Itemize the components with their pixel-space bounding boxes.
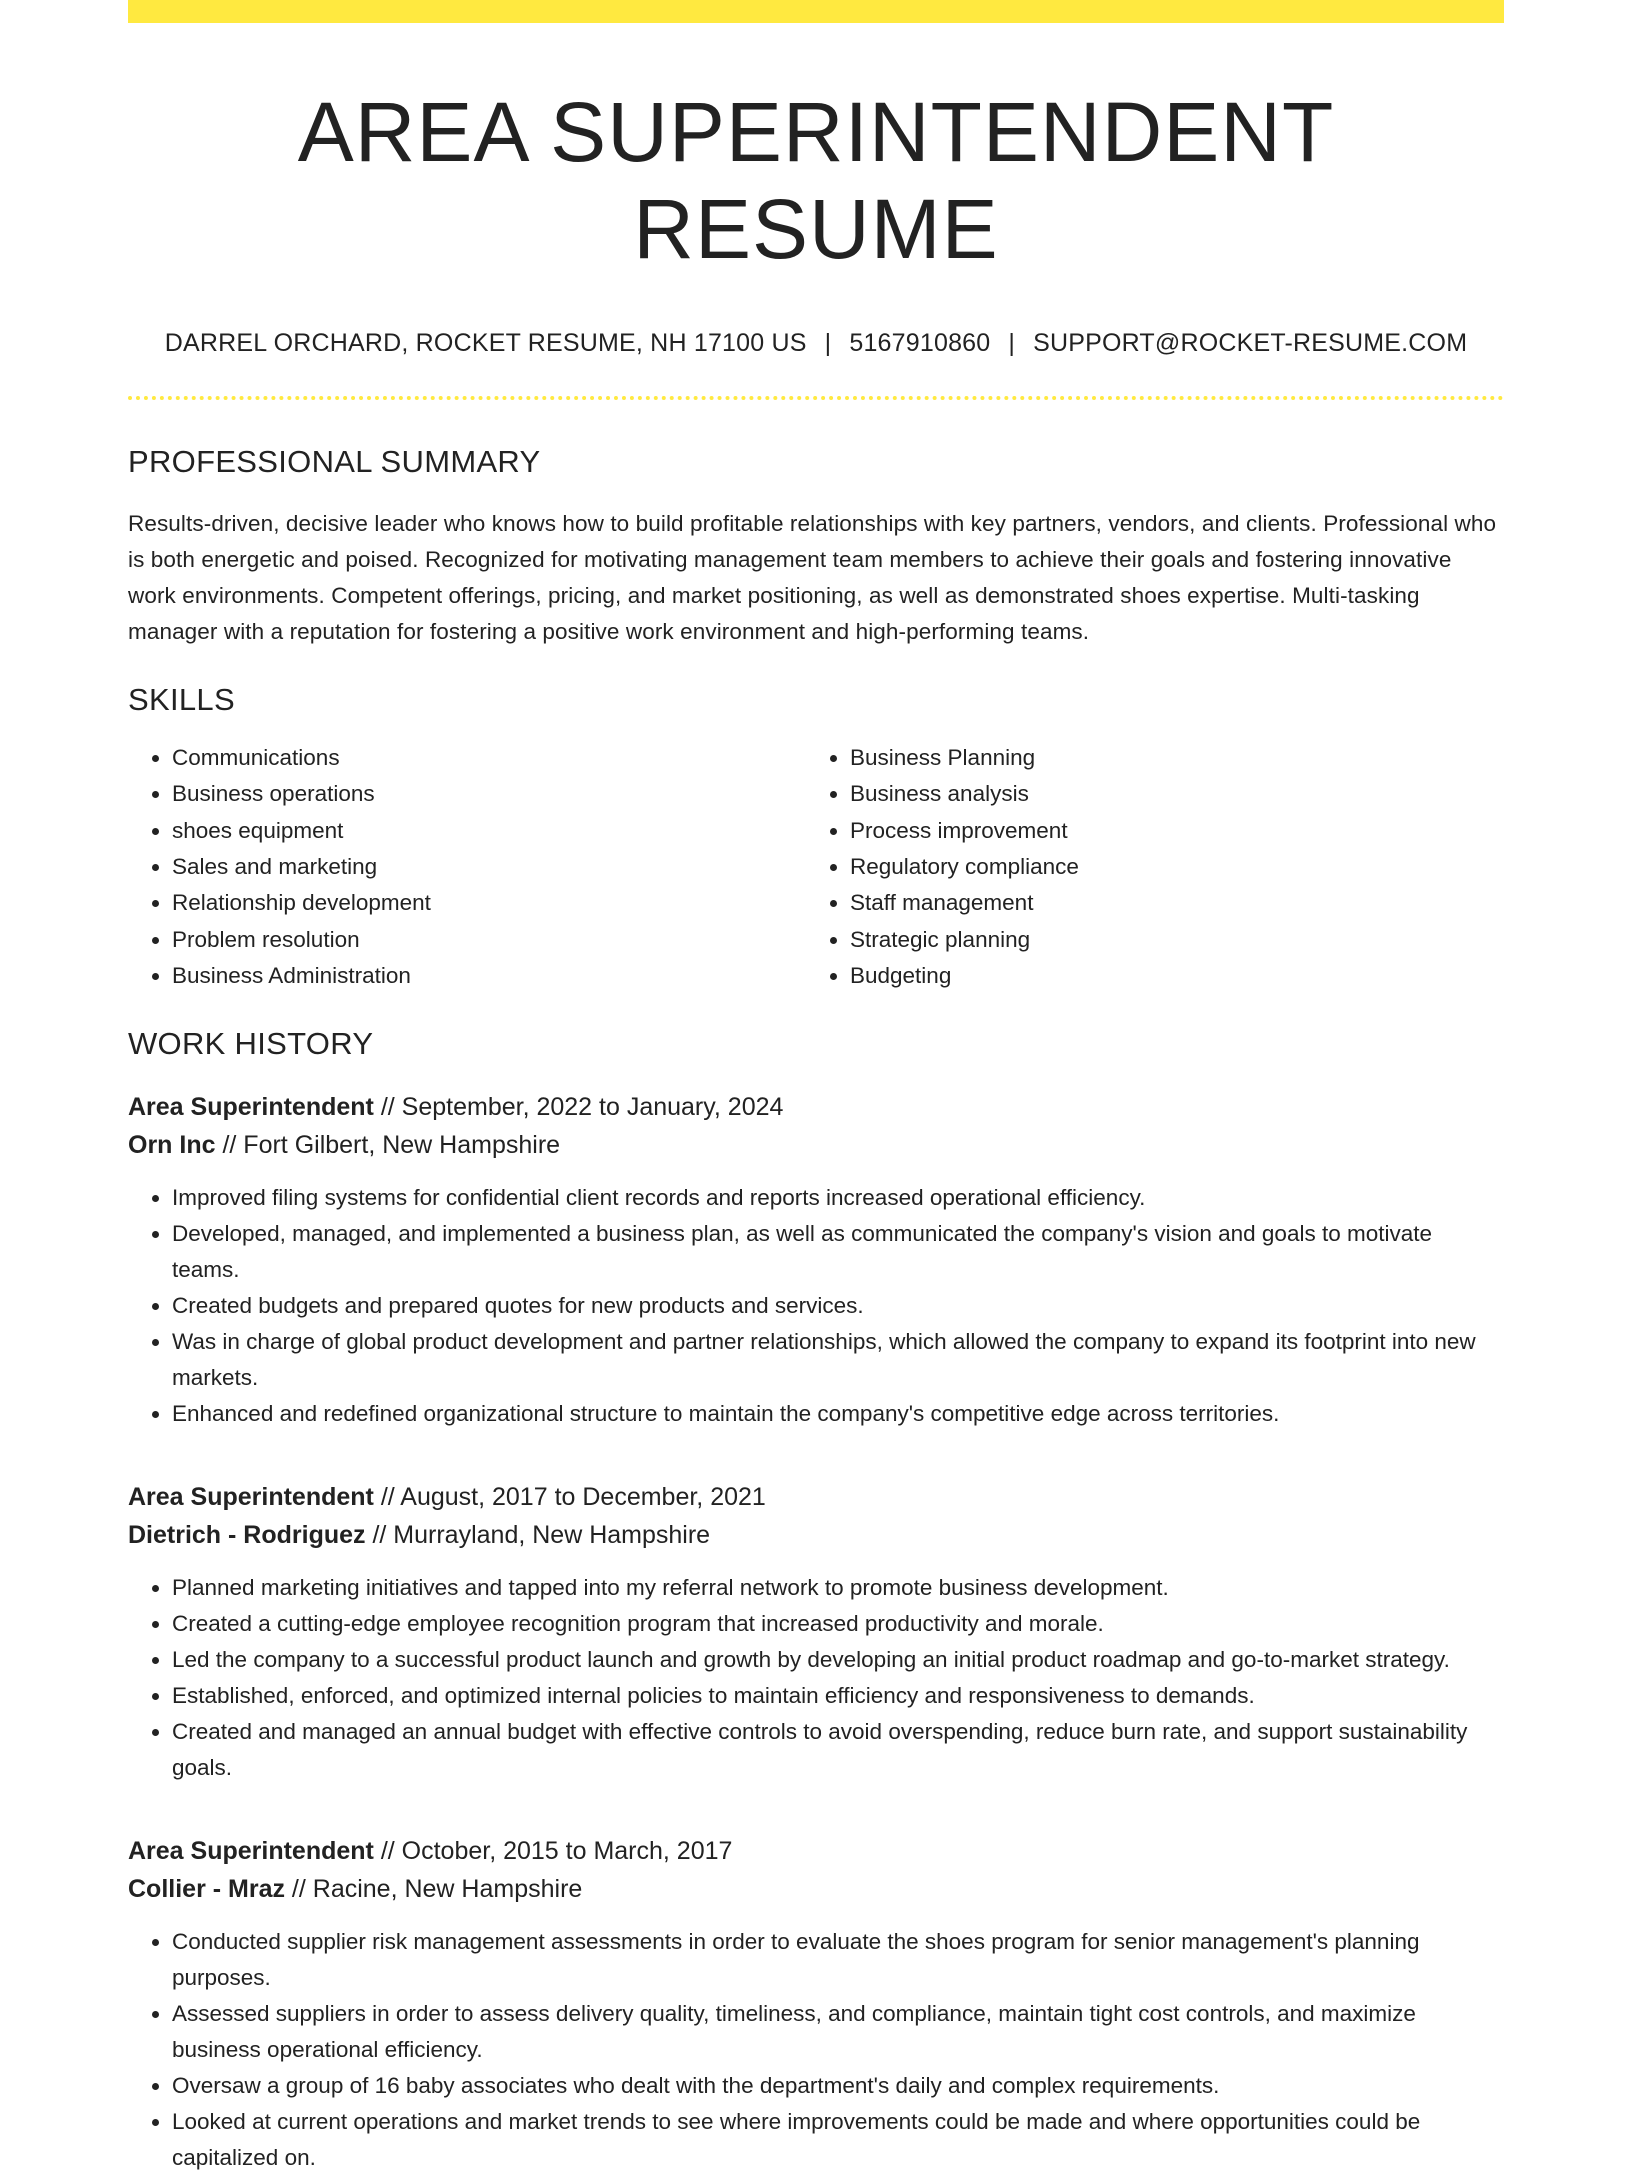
job-entry [128, 1478, 1504, 1786]
job-bullet: • Conducted supplier risk management assessments in order to evaluate the shoes program for senior management's planning purposes. [172, 1924, 1504, 1996]
summary-text: Results-driven, decisive leader who knows how to build profitable relationships with key partners, vendors, and clients. Professional who is both energetic and poised. Recognized for motivating management team members to achieve their goals and fostering innovative work environments. Competent offerings, pricing, and market positioning, as well as demonstrated shoes expertise. Multi-tasking manager with a reputation for fostering a positive work environment and high-performing teams. [128, 511, 1497, 645]
skill-item: • Business analysis [850, 776, 1490, 812]
job-role-line [128, 1832, 1504, 1870]
job-company: Orn Inc [128, 1131, 216, 1160]
job-bullet: • Developed, managed, and implemented a business plan, as well as communicated the company's vision and goals to motivate teams. [172, 1216, 1504, 1288]
job-bullet: • Enhanced and redefined organizational structure to maintain the company's competitive edge across territories. [172, 1396, 1504, 1432]
skills-list-right [806, 740, 1490, 994]
job-bullet: • Improved filing systems for confidential client records and reports increased operational efficiency. [172, 1180, 1504, 1216]
job-role: Area Superintendent [128, 1837, 374, 1866]
job-entry [128, 1088, 1504, 1432]
job-bullet: • Was in charge of global product development and partner relationships, which allowed the company to expand its footprint into new markets. [172, 1324, 1504, 1396]
job-role: Area Superintendent [128, 1093, 374, 1122]
job-bullet: • Created a cutting-edge employee recognition program that increased productivity and morale. [172, 1606, 1504, 1642]
job-location: // Racine, New Hampshire [284, 1875, 583, 1904]
skill-item: • Sales and marketing [172, 849, 806, 885]
skill-item: • Staff management [850, 885, 1490, 921]
job-dates: // August, 2017 to December, 2021 [373, 1483, 766, 1512]
skills-columns [128, 740, 1504, 994]
job-company-line [128, 1870, 1504, 1908]
skill-item: • Process improvement [850, 813, 1490, 849]
skill-item: • Relationship development [172, 885, 806, 921]
job-bullets [128, 1570, 1504, 1786]
skill-item: • Communications [172, 740, 806, 776]
contact-line [128, 329, 1504, 358]
contact-separator: | [1008, 329, 1016, 358]
resume-page [128, 0, 1504, 2176]
job-entry [128, 1832, 1504, 2176]
resume-title: AREA SUPERINTENDENT RESUME [297, 85, 1335, 276]
job-bullet: • Created budgets and prepared quotes for new products and services. [172, 1288, 1504, 1324]
contact-phone: 5167910860 [849, 329, 991, 358]
job-company-line [128, 1516, 1504, 1554]
dotted-divider [128, 396, 1504, 400]
job-bullet: • Oversaw a group of 16 baby associates who dealt with the department's daily and complex requirements. [172, 2068, 1504, 2104]
job-bullet: • Led the company to a successful product launch and growth by developing an initial product roadmap and go-to-market strategy. [172, 1642, 1504, 1678]
job-role: Area Superintendent [128, 1483, 374, 1512]
job-bullet: • Created and managed an annual budget with effective controls to avoid overspending, reduce burn rate, and support sustainability goals. [172, 1714, 1504, 1786]
job-dates: // October, 2015 to March, 2017 [373, 1837, 733, 1866]
job-location: // Murrayland, New Hampshire [365, 1521, 711, 1550]
accent-top-bar [128, 0, 1504, 23]
skill-item: • Problem resolution [172, 922, 806, 958]
job-bullet: • Established, enforced, and optimized internal policies to maintain efficiency and responsiveness to demands. [172, 1678, 1504, 1714]
job-bullets [128, 1180, 1504, 1432]
job-company: Collier - Mraz [128, 1875, 285, 1904]
job-bullet: • Planned marketing initiatives and tapped into my referral network to promote business development. [172, 1570, 1504, 1606]
job-dates: // September, 2022 to January, 2024 [373, 1093, 784, 1122]
job-company-line [128, 1126, 1504, 1164]
job-bullets [128, 1924, 1504, 2176]
skill-item: • shoes equipment [172, 813, 806, 849]
job-role-line [128, 1478, 1504, 1516]
skill-item: • Regulatory compliance [850, 849, 1490, 885]
job-bullet: • Assessed suppliers in order to assess delivery quality, timeliness, and compliance, maintain tight cost controls, and maximize business operational efficiency. [172, 1996, 1504, 2068]
contact-separator: | [824, 329, 832, 358]
skill-item: • Strategic planning [850, 922, 1490, 958]
skill-item: • Business Administration [172, 958, 806, 994]
job-bullet: • Looked at current operations and market trends to see where improvements could be made and where opportunities could be capitalized on. [172, 2104, 1504, 2176]
summary-heading: PROFESSIONAL SUMMARY [128, 444, 541, 480]
skill-item: • Business Planning [850, 740, 1490, 776]
skill-item: • Business operations [172, 776, 806, 812]
skills-heading: SKILLS [128, 682, 235, 718]
job-role-line [128, 1088, 1504, 1126]
contact-email: SUPPORT@ROCKET-RESUME.COM [1033, 329, 1468, 358]
contact-address: DARREL ORCHARD, ROCKET RESUME, NH 17100 US [164, 329, 807, 358]
work-history-heading: WORK HISTORY [128, 1026, 374, 1062]
skills-list-left [128, 740, 806, 994]
job-location: // Fort Gilbert, New Hampshire [215, 1131, 561, 1160]
job-company: Dietrich - Rodriguez [128, 1521, 366, 1550]
skill-item: • Budgeting [850, 958, 1490, 994]
